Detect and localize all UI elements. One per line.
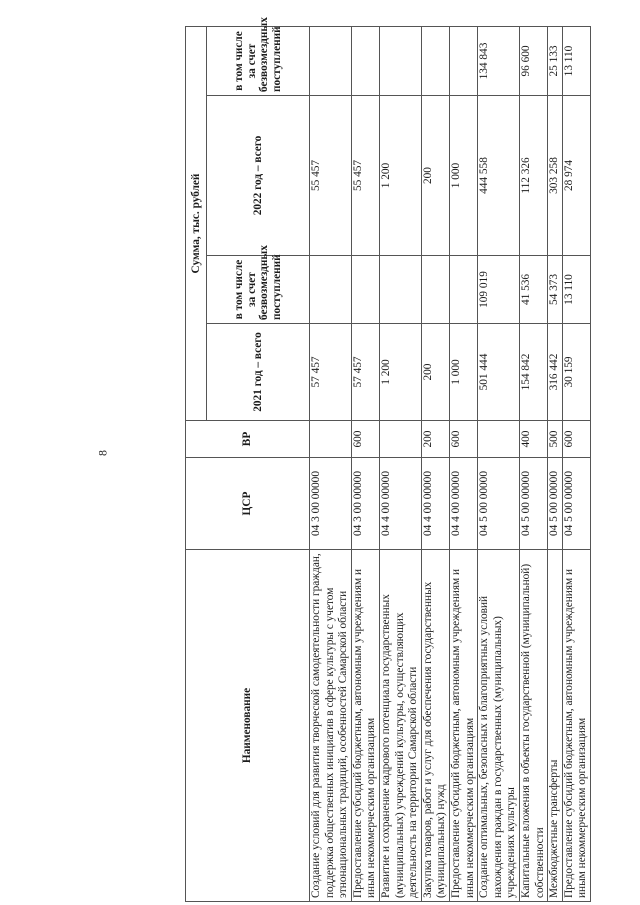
cell-2021-total: 200 — [421, 324, 449, 421]
cell-2021-grants — [421, 256, 449, 324]
cell-csr: 04 5 00 00000 — [478, 458, 520, 550]
cell-2022-grants: 25 133 — [548, 26, 563, 95]
cell-2022-grants: 96 600 — [519, 26, 547, 95]
cell-name: Предоставление субсидий бюджетным, автономным учреждениям и иным некоммерческим организациям — [449, 550, 477, 902]
table-row — [421, 26, 449, 901]
header-csr: ЦСР — [186, 458, 310, 550]
table-body — [310, 26, 591, 901]
cell-vr — [478, 421, 520, 458]
cell-csr: 04 5 00 00000 — [519, 458, 547, 550]
cell-name: Создание оптимальных, безопасных и благоприятных условий нахождения граждан в государственных (муниципальных) учреждениях культуры — [478, 550, 520, 902]
page-number: 8 — [95, 450, 110, 456]
cell-2021-total: 1 000 — [449, 324, 477, 421]
header-2022-total: 2022 год – всего — [207, 96, 310, 256]
cell-2021-grants — [449, 256, 477, 324]
cell-2022-grants: 134 843 — [478, 26, 520, 95]
table-row — [310, 26, 352, 901]
cell-2022-total: 55 457 — [310, 96, 352, 256]
cell-2021-grants: 13 110 — [562, 256, 590, 324]
table-row — [379, 26, 421, 901]
header-2021-total: 2021 год – всего — [207, 324, 310, 421]
rotated-table-wrapper — [185, 17, 625, 902]
cell-2022-total: 444 558 — [478, 96, 520, 256]
cell-csr: 04 4 00 00000 — [379, 458, 421, 550]
table-row — [449, 26, 477, 901]
header-sum-group: Сумма, тыс. рублей — [186, 26, 207, 420]
cell-vr — [310, 421, 352, 458]
cell-2022-grants — [449, 26, 477, 95]
cell-2021-total: 1 200 — [379, 324, 421, 421]
cell-vr: 600 — [449, 421, 477, 458]
cell-csr: 04 3 00 00000 — [310, 458, 352, 550]
cell-2021-total: 30 159 — [562, 324, 590, 421]
header-name: Наименование — [186, 550, 310, 902]
cell-2021-grants: 109 019 — [478, 256, 520, 324]
cell-2022-grants — [351, 26, 379, 95]
cell-2022-total: 200 — [421, 96, 449, 256]
cell-2021-grants: 41 536 — [519, 256, 547, 324]
cell-vr — [379, 421, 421, 458]
cell-name: Предоставление субсидий бюджетным, автономным учреждениям и иным некоммерческим организациям — [562, 550, 590, 902]
cell-csr: 04 3 00 00000 — [351, 458, 379, 550]
table-row — [548, 26, 563, 901]
cell-2022-total: 28 974 — [562, 96, 590, 256]
cell-csr: 04 4 00 00000 — [421, 458, 449, 550]
cell-name: Капитальные вложения в объекты государственной (муниципальной) собственности — [519, 550, 547, 902]
cell-vr: 200 — [421, 421, 449, 458]
cell-2021-total: 57 457 — [310, 324, 352, 421]
cell-2021-grants — [351, 256, 379, 324]
budget-table — [185, 17, 591, 902]
cell-2022-total: 303 258 — [548, 96, 563, 256]
cell-csr: 04 4 00 00000 — [449, 458, 477, 550]
cell-csr: 04 5 00 00000 — [562, 458, 590, 550]
cell-2022-grants — [310, 26, 352, 95]
cell-vr: 400 — [519, 421, 547, 458]
cell-csr: 04 5 00 00000 — [548, 458, 563, 550]
cell-2021-grants: 54 373 — [548, 256, 563, 324]
header-vr: ВР — [186, 421, 310, 458]
cell-2021-grants — [379, 256, 421, 324]
cell-2022-total: 1 000 — [449, 96, 477, 256]
cell-name: Создание условий для развития творческой самодеятельности граждан, поддержка общественных инициатив в сфере культуры с учетом этнонациональных традиций, особенностей Самарской области — [310, 550, 352, 902]
table-row — [478, 26, 520, 901]
table-row — [351, 26, 379, 901]
cell-2021-total: 57 457 — [351, 324, 379, 421]
cell-2021-total: 501 444 — [478, 324, 520, 421]
header-2022-grants: в том числе за счет безвозмездных поступлений — [207, 26, 310, 95]
header-2021-grants: в том числе за счет безвозмездных поступлений — [207, 256, 310, 324]
table-row — [562, 26, 590, 901]
cell-vr: 600 — [562, 421, 590, 458]
cell-vr: 500 — [548, 421, 563, 458]
cell-2021-grants — [310, 256, 352, 324]
cell-vr: 600 — [351, 421, 379, 458]
cell-2021-total: 316 442 — [548, 324, 563, 421]
cell-name: Предоставление субсидий бюджетным, автономным учреждениям и иным некоммерческим организациям — [351, 550, 379, 902]
cell-2022-grants — [421, 26, 449, 95]
cell-2021-total: 154 842 — [519, 324, 547, 421]
cell-name: Закупка товаров, работ и услуг для обеспечения государственных (муниципальных) нужд — [421, 550, 449, 902]
cell-2022-grants — [379, 26, 421, 95]
cell-2022-grants: 13 110 — [562, 26, 590, 95]
table-row — [519, 26, 547, 901]
cell-name: Развитие и сохранение кадрового потенциала государственных (муниципальных) учреждений культуры, осуществляющих деятельность на территории Самарской области — [379, 550, 421, 902]
cell-2022-total: 112 326 — [519, 96, 547, 256]
cell-name: Межбюджетные трансферты — [548, 550, 563, 902]
cell-2022-total: 1 200 — [379, 96, 421, 256]
cell-2022-total: 55 457 — [351, 96, 379, 256]
